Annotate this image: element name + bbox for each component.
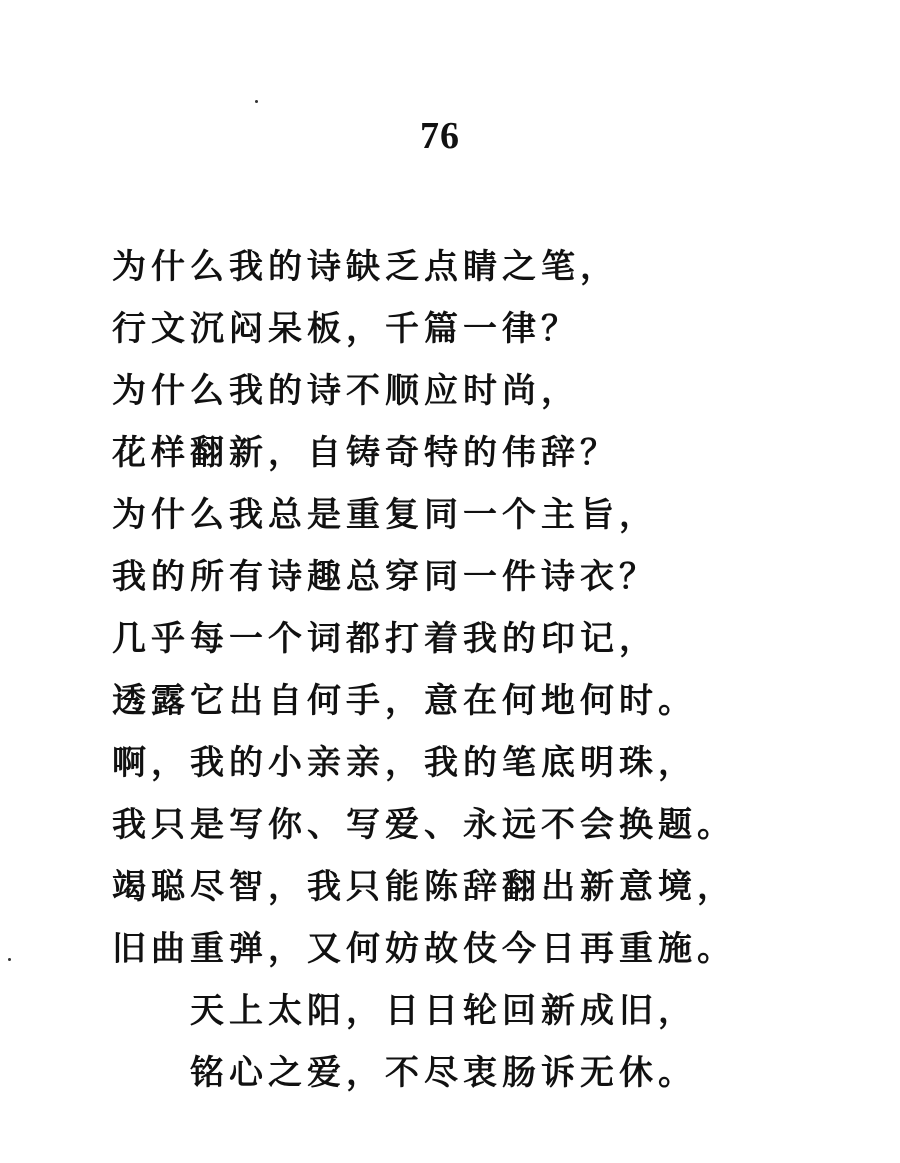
poem-line: 花样翻新，自铸奇特的伟辞？ [112,433,619,473]
poem-line: 几乎每一个词都打着我的印记， [112,619,658,659]
poem-line: 旧曲重弹，又何妨故伎今日再重施。 [112,929,736,969]
poem-line: 我只是写你、写爱、永远不会换题。 [112,805,736,845]
couplet-line: 铭心之爱，不尽衷肠诉无休。 [190,1053,697,1093]
poem-line: 为什么我总是重复同一个主旨， [112,495,658,535]
scan-speck [255,100,258,103]
poem-line: 透露它出自何手，意在何地何时。 [112,681,697,721]
poem-line: 行文沉闷呆板，千篇一律？ [112,309,580,349]
poem-line: 啊，我的小亲亲，我的笔底明珠， [112,743,697,783]
closing-couplet [190,980,697,1104]
couplet-line: 天上太阳，日日轮回新成旧， [190,991,697,1031]
poem-body [112,236,736,980]
poem-line: 为什么我的诗缺乏点睛之笔， [112,247,619,287]
scan-speck [8,958,11,961]
poem-line: 竭聪尽智，我只能陈辞翻出新意境， [112,867,736,907]
poem-line: 我的所有诗趣总穿同一件诗衣？ [112,557,658,597]
poem-line: 为什么我的诗不顺应时尚， [112,371,580,411]
page-number: 76 [420,115,460,157]
